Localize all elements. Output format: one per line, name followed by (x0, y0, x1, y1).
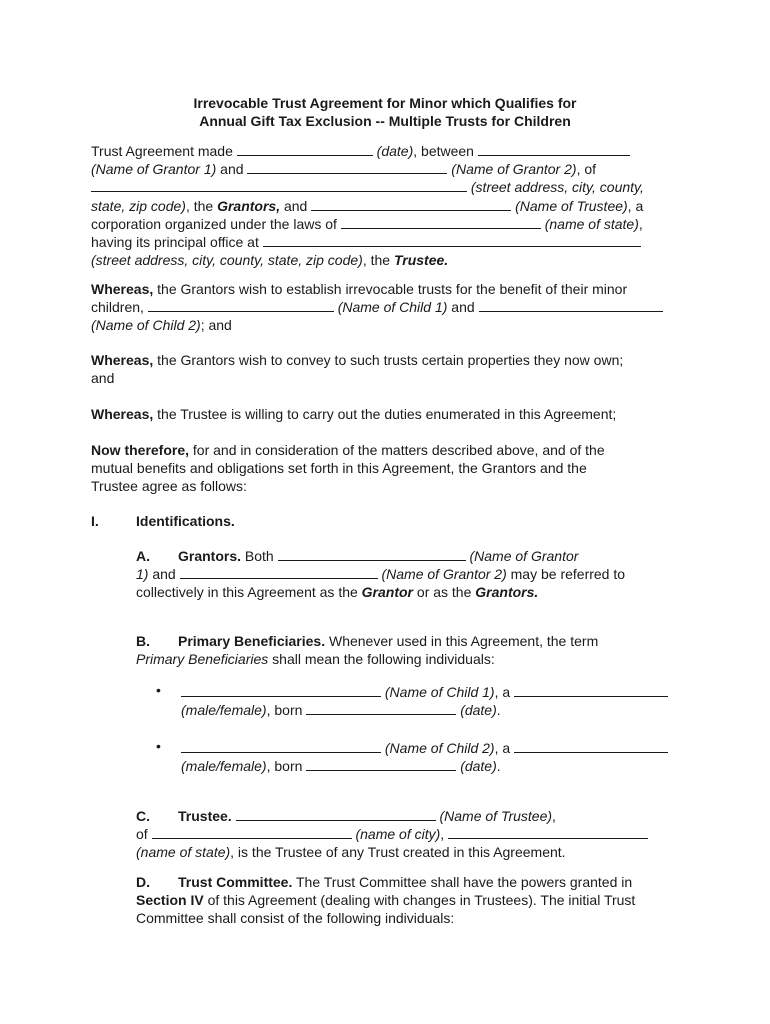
intro-line-7 (91, 251, 691, 269)
child2-blank (181, 739, 381, 753)
intro-text: corporation organized under the laws of (91, 215, 337, 232)
state-blank (341, 215, 541, 229)
item-text: The Trust Committee shall have the powers granted in (292, 874, 633, 890)
state-label: (name of state) (544, 215, 639, 232)
gender-label: (male/female) (181, 702, 267, 719)
now-line-2: mutual benefits and obligations set forth in this Agreement, the Grantors and the (91, 460, 587, 477)
intro-text: , a (627, 197, 644, 214)
item-b (136, 632, 696, 668)
item-text: , (552, 808, 556, 824)
intro-text: Trust Agreement made (91, 143, 233, 159)
trustee-blank (236, 807, 436, 821)
state-blank (448, 825, 648, 839)
office-blank (263, 233, 641, 247)
grantors-term: Grantors. (475, 584, 539, 601)
state-label: (name of state) (136, 844, 231, 861)
bullet-icon: • (156, 738, 161, 754)
section-ref: Section IV (136, 892, 204, 909)
b-line-1 (136, 632, 696, 650)
beneficiary-child-1 (181, 683, 691, 719)
date-label: (date) (460, 758, 497, 775)
item-title: Trust Committee. (178, 874, 293, 890)
c-line-3 (136, 843, 696, 861)
whereas1-line-3 (91, 316, 691, 334)
relation-blank (514, 739, 668, 753)
document-title (0, 94, 770, 130)
whereas-1 (91, 280, 691, 335)
intro-line-6 (91, 233, 691, 251)
item-text: Whenever used in this Agreement, the term (325, 633, 599, 649)
intro-text: and (280, 197, 308, 214)
child1-blank (181, 683, 381, 697)
city-blank (152, 825, 352, 839)
item-text: may be referred to (506, 566, 626, 583)
trustee-blank (311, 197, 511, 211)
item-text: , a (494, 740, 511, 756)
item-text: collectively in this Agreement as the (136, 584, 358, 601)
address-blank (91, 178, 467, 192)
now-line-3: Trustee agree as follows: (91, 478, 247, 495)
intro-text: , between (413, 143, 474, 159)
child1-line-1 (181, 683, 691, 701)
whereas-text: the Grantors wish to establish irrevocable trusts for the benefit of their minor (153, 281, 628, 297)
grantor2-blank (180, 565, 378, 579)
whereas-lead: Whereas, (91, 281, 154, 297)
item-label: C. (136, 808, 150, 824)
item-title: Trustee. (178, 808, 232, 824)
child2-label: (Name of Child 2) (384, 740, 495, 756)
grantor1-label: (Name of Grantor 1) (91, 161, 217, 178)
whereas-text: the Grantors wish to convey to such trusts certain properties they now own; (153, 352, 624, 368)
child1-line-2 (181, 701, 691, 719)
whereas-text: children, (91, 299, 144, 316)
grantor1-blank (478, 142, 630, 156)
whereas-text: ; and (200, 317, 232, 334)
item-text: or as the (413, 584, 472, 601)
whereas-lead: Whereas, (91, 352, 154, 368)
whereas1-line-2 (91, 298, 691, 316)
grantor1-label: (Name of Grantor (469, 548, 579, 564)
intro-line-1 (91, 142, 691, 160)
gender-label: (male/female) (181, 758, 267, 775)
whereas-text: the Trustee is willing to carry out the duties enumerated in this Agreement; (153, 406, 617, 422)
whereas2-line-2: and (91, 370, 115, 387)
now-therefore (91, 441, 691, 496)
item-label: A. (136, 548, 150, 564)
item-title: Primary Beneficiaries. (178, 633, 326, 649)
intro-text: , (638, 215, 643, 232)
beneficiaries-term: Primary Beneficiaries (136, 651, 269, 668)
a-line-3 (136, 583, 696, 601)
item-c (136, 807, 696, 862)
child2-line-1 (181, 739, 691, 757)
child2-blank (479, 298, 663, 312)
item-text: , born (266, 702, 303, 719)
item-text: . (496, 702, 501, 719)
child1-blank (148, 298, 334, 312)
item-a (136, 547, 696, 602)
item-d (136, 873, 696, 928)
birthdate-blank (306, 757, 456, 771)
grantor2-blank (247, 160, 447, 174)
office-address-label: (street address, city, county, state, zip code) (91, 252, 363, 269)
date-blank (237, 142, 373, 156)
intro-text: having its principal office at (91, 234, 259, 251)
now-line-1 (91, 441, 691, 459)
b-line-2 (136, 650, 696, 668)
whereas-2 (91, 351, 691, 387)
birthdate-blank (306, 701, 456, 715)
intro-text: , the (362, 252, 391, 269)
item-text: , is the Trustee of any Trust created in this Agreement. (230, 844, 566, 861)
title-line-2: Annual Gift Tax Exclusion -- Multiple Trusts for Children (199, 113, 571, 129)
address-label-cont: state, zip code) (91, 197, 186, 214)
item-text: . (496, 758, 501, 775)
d-line-1 (136, 873, 696, 891)
beneficiary-child-2 (181, 739, 691, 775)
item-label: D. (136, 874, 150, 890)
whereas3-line-1 (91, 405, 691, 423)
whereas2-line-1 (91, 351, 691, 369)
item-text: shall mean the following individuals: (268, 651, 495, 668)
section-number: I. (91, 513, 99, 529)
grantor1-label-cont: 1) (136, 566, 149, 583)
d-line-3: Committee shall consist of the following individuals: (136, 910, 455, 927)
bullet-icon: • (156, 682, 161, 698)
item-title: Grantors. (178, 548, 242, 564)
whereas-lead: Whereas, (91, 406, 154, 422)
now-text: for and in consideration of the matters described above, and of the (189, 442, 605, 458)
item-text: , born (266, 758, 303, 775)
trustee-label: (Name of Trustee) (515, 197, 628, 214)
trustee-term: Trustee. (393, 252, 449, 269)
grantor1-blank (278, 547, 466, 561)
item-text: Both (241, 548, 274, 564)
whereas-3 (91, 405, 691, 423)
section-title: Identifications. (136, 513, 235, 529)
address-label: (street address, city, county, (470, 179, 644, 196)
c-line-1 (136, 807, 696, 825)
relation-blank (514, 683, 668, 697)
title-line-1: Irrevocable Trust Agreement for Minor which Qualifies for (193, 95, 577, 111)
item-text: and (148, 566, 176, 583)
now-lead: Now therefore, (91, 442, 190, 458)
intro-text: and (216, 161, 244, 178)
d-line-2 (136, 891, 696, 909)
grantor-term: Grantor (361, 584, 414, 601)
a-line-1 (136, 547, 696, 565)
child2-label: (Name of Child 2) (91, 317, 201, 334)
grantors-term: Grantors, (217, 197, 281, 214)
grantor2-label: (Name of Grantor 2) (381, 566, 507, 583)
item-text: , a (494, 684, 511, 700)
date-label: (date) (460, 702, 497, 719)
intro-line-2 (91, 160, 691, 178)
city-label: (name of city) (355, 826, 441, 843)
item-label: B. (136, 633, 150, 649)
a-line-2 (136, 565, 696, 583)
child1-label: (Name of Child 1) (384, 684, 495, 700)
intro-text: , of (576, 161, 597, 178)
item-text: , (440, 826, 445, 843)
item-text: of this Agreement (dealing with changes in Trustees). The initial Trust (203, 892, 636, 909)
trustee-label: (Name of Trustee) (439, 808, 553, 824)
intro-line-3 (91, 178, 691, 196)
whereas-text: and (447, 299, 475, 316)
intro-paragraph (91, 142, 691, 269)
whereas1-line-1 (91, 280, 691, 298)
child1-label: (Name of Child 1) (337, 299, 448, 316)
c-line-2 (136, 825, 696, 843)
date-label: (date) (376, 143, 414, 159)
intro-text: , the (185, 197, 214, 214)
item-text: of (136, 826, 148, 843)
intro-line-5 (91, 215, 691, 233)
intro-line-4 (91, 197, 691, 215)
child2-line-2 (181, 757, 691, 775)
grantor2-label: (Name of Grantor 2) (451, 161, 577, 178)
